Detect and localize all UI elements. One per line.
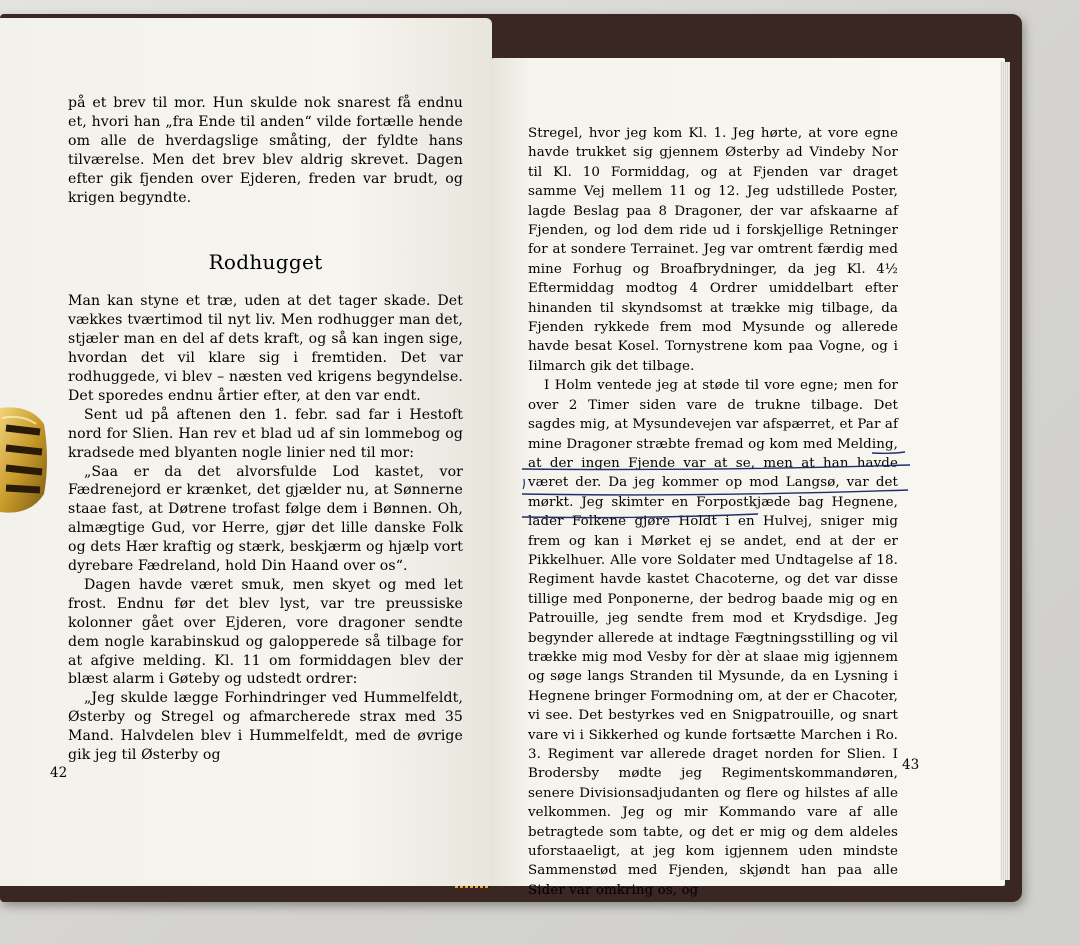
page-number-left: 42 — [50, 765, 68, 781]
right-paragraph: I Holm ventede jeg at støde til vore egne; men for over 2 Timer siden vare de trukne tilbage. Det sagdes mig, at Mysundevejen var afspærret, et Par af mine Dragoner stræbte fremad og kom med Melding, at der ingen Fjende var at se, men at han havde været der. Da jeg kommer op mod Langsø, var det mørkt. Jeg skimter en Forpostkjæde bag Hegnene, lader Folkene gjøre Holdt i en Hulvej, sniger mig frem og kan i Mørket ej se andet, end at der er Pikkelhuer. Alle vore Soldater med Undtagelse af 18. Regiment havde kastet Chacoterne, og det var disse tillige med Ponponerne, der bedrog baade mig og en Patrouille, jeg sendte frem mod et Krydsdige. Jeg begynder allerede at indtage Fægtningsstilling og vil trække mig mod Vesby for dèr at slaae mig igjennem og søge langs Stranden til Mysunde, da en Lysning i Hegnene bringer Formodning om, at der er Chacoter, vi see. Det bestyrkes ved en Snigpatrouille, og snart vare vi i Sikkerhed og kunde fortsætte Marchen i Ro. 3. Regiment var allerede draget norden for Slien. I Brodersby mødte jeg Regimentskommandøren, senere Divisionsadjudanten og flere og hilstes af alle velkommen. Jeg og mir Kommando vare af alle betragtede som tabte, og det er mig og dem aldeles uforstaaeligt, at jeg kom igjennem uden mindste Sammenstød med Fjenden, skjøndt han paa alle Sider var omkring os, og — [528, 378, 898, 898]
left-paragraph: Dagen havde været smuk, men skyet og med let frost. Endnu før det blev lyst, var tre preussiske kolonner gået over Ejderen, vore dragoner sendte dem nogle karabinskud og galopperede så tilbage for at afgive melding. Kl. 11 om formiddagen blev der blæst alarm i Gøteby og udstedt ordrer: — [68, 576, 463, 688]
left-text-column — [68, 94, 463, 765]
page-number-right: 43 — [902, 757, 920, 773]
chapter-heading: Rodhugget — [208, 250, 323, 275]
right-paragraph: Stregel, hvor jeg kom Kl. 1. Jeg hørte, at vore egne havde trukket sig gjennem Østerby ad Vindeby Nor til Kl. 10 Formiddag, og at Fjenden var draget samme Vej mellem 11 og 12. Jeg udstillede Poster, lagde Beslag paa 8 Dragoner, der var afskaarne af Fjenden, og lod dem ride ud i forskjellige Retninger for at sondere Terrainet. Jeg var omtrent færdig med mine Forhug og Broafbrydninger, da jeg Kl. 4½ Eftermiddag modtog 4 Ordrer umiddelbart efter hinanden til skyndsomst at trække mig tilbage, da Fjenden rykkede frem mod Mysunde og allerede havde besat Kosel. Tornystrene kom paa Vogne, og i Iilmarch gik det tilbage. — [528, 126, 898, 374]
right-text-column — [528, 124, 898, 900]
page-stack-edge — [1000, 62, 1010, 880]
left-opening-paragraph: på et brev til mor. Hun skulde nok snarest få endnu et, hvori han „fra Ende til anden“ vilde fortælle hende om alle de hverdagslige småting, der fyldte hans tilværelse. Men det brev blev aldrig skrevet. Dagen efter gik fjenden over Ejderen, freden var brudt, og krigen begyndte. — [68, 95, 463, 206]
left-paragraph: Man kan styne et træ, uden at det tager skade. Det vækkes tværtimod til nyt liv. Men rodhugger man det, stjæler man en del af dets kraft, og så kan ingen sige, hvordan det vil klare sig i fremtiden. Det var rodhuggede, vi blev – næsten ved krigens begyndelse. Det sporedes endnu årtier efter, at den var endt. — [68, 293, 463, 404]
left-paragraph: Sent ud på aftenen den 1. febr. sad far i Hestoft nord for Slien. Han rev et blad ud af sin lommebog og kradsede med blyanten nogle linier ned til mor: — [68, 406, 463, 461]
left-quote: „Jeg skulde lægge Forhindringer ved Hummelfeldt, Østerby og Stregel og afmarcherede strax med 35 Mand. Halvdelen blev i Hummelfeldt, med de øvrige gik jeg til Østerby og — [68, 690, 463, 764]
left-quote: „Saa er da det alvorsfulde Lod kastet, vor Fædrenejord er krænket, det gjælder nu, at Sønnerne staae fast, at Døtrene trofast følge dem i Bønnen. Oh, almægtige Gud, vor Herre, gjør det lille danske Folk og dets Hær kraftig og stærk, beskjærm og hjælp vort dyrebare Fædreland, hold Din Haand over os“. — [68, 463, 463, 575]
brass-book-clip-icon — [0, 402, 48, 518]
